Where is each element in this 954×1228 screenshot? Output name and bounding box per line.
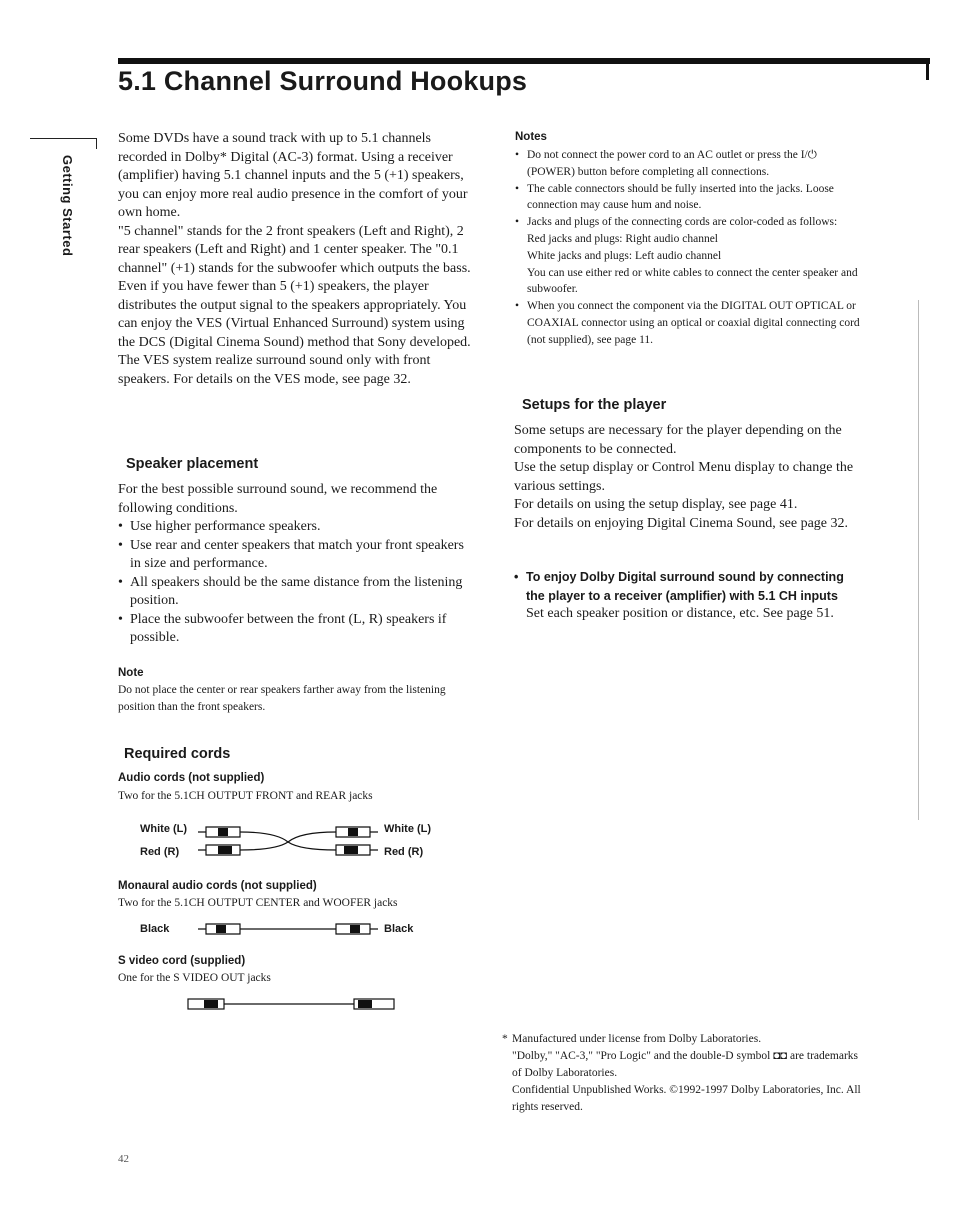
svideo-cord-text: One for the S VIDEO OUT jacks [118,972,271,984]
header-rule-tick [926,58,929,80]
notes-section [515,147,860,349]
page-title: 5.1 Channel Surround Hookups [118,66,528,96]
setups-heading: Setups for the player [522,397,667,413]
svideo-cord-heading: S video cord (supplied) [118,955,246,967]
left-intro [118,130,474,389]
dolby-bullet-list [514,568,860,605]
color-red-line: Red jacks and plugs: Right audio channel [527,232,718,245]
required-cords-heading: Required cords [124,746,231,762]
page-number: 42 [118,1153,129,1165]
notes-list [515,147,860,349]
setups-paragraph: Use the setup display or Control Menu display to change the various settings. [514,460,854,494]
audio-cords-text: Two for the 5.1CH OUTPUT FRONT and REAR jacks [118,790,373,802]
speaker-placement-section [118,481,474,648]
notes-heading: Notes [515,131,547,143]
speaker-placement-heading: Speaker placement [126,456,259,472]
note-item: • Do not connect the power cord to an AC outlet or press the I/⏻ (POWER) button before completing all connections. [515,147,860,181]
note-item: • The cable connectors should be fully inserted into the jacks. Loose connection may cause hum and noise. [515,181,860,215]
svideo-cord-illustration [186,996,398,1012]
label-black-right: Black [384,923,414,935]
speaker-bullet: • Place the subwoofer between the front (L, R) speakers if possible. [118,611,474,648]
dolby-text: Set each speaker position or distance, etc. See page 51. [526,606,834,621]
color-white-line: White jacks and plugs: Left audio channel [527,249,722,262]
label-black-left: Black [140,923,170,935]
header-rule [118,58,930,64]
mono-cords-heading: Monaural audio cords (not supplied) [118,880,317,892]
dolby-bullet: • To enjoy Dolby Digital surround sound by connecting the player to a receiver (amplifier) with 5.1 CH inputs [514,568,860,605]
note-item [515,214,860,298]
speaker-bullets [118,518,474,648]
stereo-audio-cord-illustration [196,818,380,862]
footnote-marker: * [502,1033,508,1045]
scan-edge-line [918,300,919,820]
setups-paragraph: Some setups are necessary for the player depending on the components to be connected. [514,423,842,457]
speaker-intro: For the best possible surround sound, we recommend the following conditions. [118,482,438,516]
setups-section [514,422,860,533]
setups-paragraph: For details on enjoying Digital Cinema Sound, see page 32. [514,515,849,531]
mono-audio-cord-illustration [196,920,380,938]
label-white-l-right: White (L) [384,823,432,835]
label-red-r-right: Red (R) [384,846,424,858]
note-heading: Note [118,667,144,679]
dolby-section [514,568,860,624]
label-white-l-left: White (L) [140,823,188,835]
speaker-bullet: • Use rear and center speakers that match your front speakers in size and performance. [118,537,474,574]
footnote-line: "Dolby," "AC-3," "Pro Logic" and the double-D symbol ◘◘ are trademarks of Dolby Laboratories. [512,1050,858,1079]
audio-cords-heading: Audio cords (not supplied) [118,772,265,784]
intro-paragraph-2: "5 channel" stands for the 2 front speakers (Left and Right), 2 rear speakers (Left and Right) and 1 center speaker. The "0.1 channel" (+1) stands for the subwoofer which outputs the bass. [118,223,471,276]
note-item: • When you connect the component via the DIGITAL OUT OPTICAL or COAXIAL connector using an optical or coaxial digital connecting cord (not supplied), see page 11. [515,298,860,348]
side-tab-marker [30,138,97,149]
note-text: Do not place the center or rear speakers farther away from the listening position than the front speakers. [118,684,446,713]
footnote-line: Manufactured under license from Dolby Laboratories. [512,1033,762,1045]
footnote-line: Confidential Unpublished Works. ©1992-1997 Dolby Laboratories, Inc. All rights reserved. [512,1084,861,1113]
speaker-bullet: • All speakers should be the same distance from the listening position. [118,574,474,611]
color-center-line: You can use either red or white cables to connect the center speaker and subwoofer. [527,266,858,296]
intro-paragraph-1: Some DVDs have a sound track with up to 5.1 channels recorded in Dolby* Digital (AC-3) format. Using a receiver (amplifier) having 5.1 channel inputs and the 5 (+1) speakers, you can enjoy more real audio presence in the comfort of your own home. [118,131,468,220]
setups-paragraph: For details on using the setup display, see page 41. [514,497,798,512]
intro-paragraph-3: Even if you have fewer than 5 (+1) speakers, the player distributes the output signal to the speakers appropriately. You can enjoy the VES (Virtual Enhanced Surround) system using the DCS (Digital Cinema Sound) method that Sony developed. The VES system realize surround sound only with front speakers. For details on the VES mode, see page 32. [118,279,471,387]
dolby-footnote [502,1031,862,1116]
note-item-text: Jacks and plugs of the connecting cords are color-coded as follows: [527,216,838,229]
label-red-r-left: Red (R) [140,846,180,858]
side-section-label: Getting Started [60,155,75,257]
speaker-bullet: • Use higher performance speakers. [118,518,474,537]
mono-cords-text: Two for the 5.1CH OUTPUT CENTER and WOOFER jacks [118,897,398,909]
